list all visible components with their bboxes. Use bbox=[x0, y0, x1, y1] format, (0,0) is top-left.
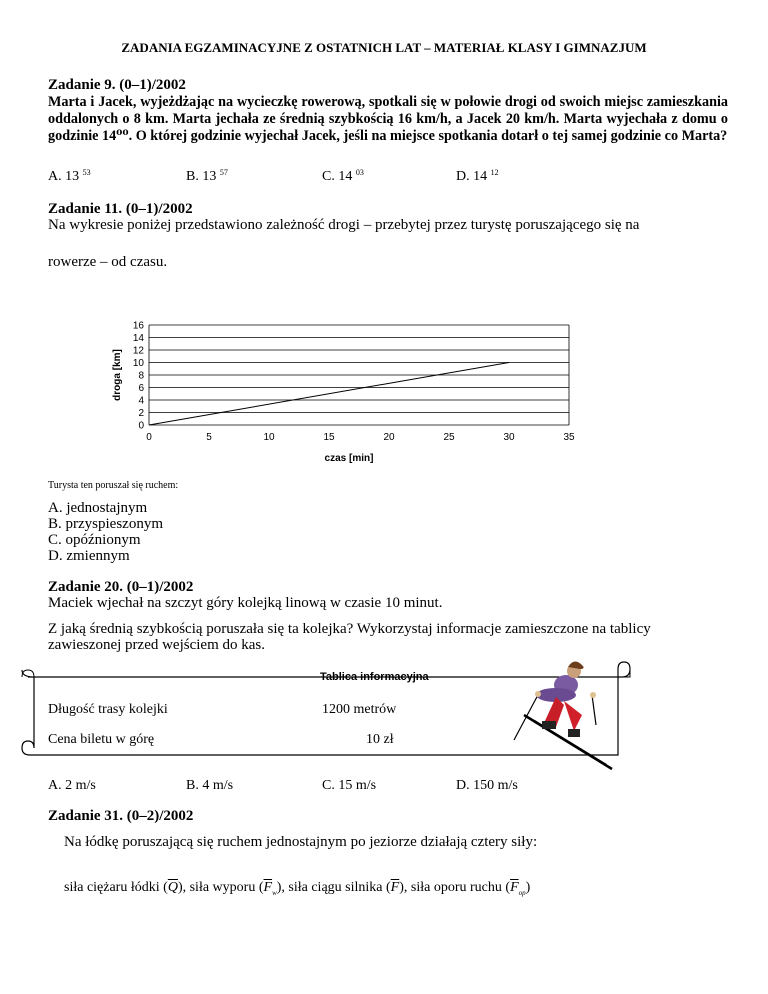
x-axis-label: czas [min] bbox=[324, 453, 374, 464]
y-tick-label: 6 bbox=[138, 383, 144, 394]
board-price-label: Cena biletu w górę bbox=[48, 732, 155, 747]
q11-option-c[interactable]: C. opóźnionym bbox=[48, 532, 141, 548]
x-tick-label: 35 bbox=[563, 432, 575, 443]
force-drag-label: , siła oporu ruchu bbox=[403, 880, 502, 895]
skier-illustration bbox=[494, 655, 619, 773]
board-length-label: Długość trasy kolejki bbox=[48, 702, 168, 717]
y-tick-label: 2 bbox=[138, 408, 144, 419]
x-tick-label: 15 bbox=[323, 432, 335, 443]
y-tick-label: 16 bbox=[132, 320, 144, 332]
q20-option-d[interactable]: D. 150 m/s bbox=[456, 778, 518, 793]
q11-option-b[interactable]: B. przyspieszonym bbox=[48, 516, 163, 532]
q20-line1: Maciek wjechał na szczyt góry kolejką linową w czasie 10 minut. bbox=[48, 595, 443, 611]
board-title: Tablica informacyjna bbox=[320, 671, 429, 683]
y-tick-label: 14 bbox=[132, 333, 144, 344]
q9-option-d[interactable]: D. 14 $^{12}$ bbox=[456, 168, 499, 184]
force-weight-label: siła ciężaru łódki bbox=[64, 880, 160, 895]
distance-time-chart bbox=[100, 300, 590, 475]
q9-option-b[interactable]: B. 13 $^{57}$ bbox=[186, 168, 228, 184]
force-drag-symbol: $\overline{F}$ bbox=[510, 880, 519, 895]
q20-line2: Z jaką średnią szybkością poruszała się ta kolejka? Wykorzystaj informacje zamieszczone na tablicy bbox=[48, 621, 651, 637]
series-line bbox=[149, 363, 509, 426]
q9-option-c[interactable]: C. 14 $^{03}$ bbox=[322, 168, 364, 184]
y-axis-label: droga [km] bbox=[112, 349, 123, 401]
q11-line2: rowerze – od czasu. bbox=[48, 254, 168, 270]
q31-line1: Na łódkę poruszającą się ruchem jednostajnym po jeziorze działają cztery siły: bbox=[64, 834, 538, 850]
q20-option-c[interactable]: C. 15 m/s bbox=[322, 778, 377, 793]
y-tick-label: 10 bbox=[132, 358, 144, 369]
x-tick-label: 0 bbox=[146, 432, 152, 443]
q9-title: Zadanie 9. (0–1)/2002 bbox=[48, 77, 186, 93]
x-tick-label: 10 bbox=[263, 432, 275, 443]
chart-grid bbox=[149, 325, 569, 425]
force-thrust-label: , siła ciągu silnika bbox=[281, 880, 383, 895]
y-tick-label: 12 bbox=[132, 345, 144, 357]
board-length-value: 1200 metrów bbox=[322, 702, 397, 717]
force-thrust-symbol: $\overline{F}$ bbox=[390, 880, 400, 895]
force-buoyancy-symbol: $\overline{F}$ bbox=[263, 880, 273, 895]
y-tick-label: 0 bbox=[138, 420, 144, 432]
q11-title: Zadanie 11. (0–1)/2002 bbox=[48, 201, 193, 217]
x-tick-label: 30 bbox=[503, 432, 515, 443]
q20-option-b[interactable]: B. 4 m/s bbox=[186, 778, 234, 793]
q20-title: Zadanie 20. (0–1)/2002 bbox=[48, 579, 194, 595]
chart-y-tick-labels bbox=[133, 321, 145, 432]
q11-option-d[interactable]: D. zmiennym bbox=[48, 548, 130, 564]
board-price-value: 10 zł bbox=[366, 732, 394, 747]
y-tick-label: 4 bbox=[138, 395, 144, 407]
q11-caption: Turysta ten poruszał się ruchem: bbox=[48, 480, 179, 491]
q20-line3: zawieszonej przed wejściem do kas. bbox=[48, 637, 265, 653]
chart-x-tick-labels bbox=[146, 432, 575, 443]
q9-text: Marta i Jacek, wyjeżdżając na wycieczkę rowerową, spotkali się w połowie drogi od swoich miejsc zamieszkania oddalonych o 8 km. Marta jechała ze średnią szybkością 16 km/h, a Jacek 20 km/h. Marta wyjechała z domu o godzinie 14⁰⁰. O której godzinie wyjechał Jacek, jeśli na miejsce spotkania dotarł o tej samej godzinie co Marta? bbox=[48, 94, 728, 144]
y-tick-label: 8 bbox=[138, 370, 144, 382]
force-weight-symbol: $\overline{Q}$ bbox=[167, 880, 178, 895]
force-buoyancy-label: , siła wyporu bbox=[182, 880, 256, 895]
x-tick-label: 5 bbox=[206, 432, 212, 443]
q11-line1: Na wykresie poniżej przedstawiono zależność drogi – przebytej przez turystę poruszającego się na bbox=[48, 217, 640, 233]
q9-option-a[interactable]: A. 13 $^{53}$ bbox=[48, 168, 91, 184]
q31-title: Zadanie 31. (0–2)/2002 bbox=[48, 808, 194, 824]
x-tick-label: 20 bbox=[383, 432, 395, 443]
q11-option-a[interactable]: A. jednostajnym bbox=[48, 500, 148, 516]
q31-forces-line: siła ciężaru łódki $(\overline{Q})$, siła wyporu $(\overline{F}_w)$, siła ciągu silnika $(\overline{F})$, siła oporu ruchu $(\overline{F}_{op})$ bbox=[64, 880, 531, 897]
x-tick-label: 25 bbox=[443, 432, 455, 443]
q20-option-a[interactable]: A. 2 m/s bbox=[48, 778, 96, 793]
page-header: ZADANIA EGZAMINACYJNE Z OSTATNICH LAT – MATERIAŁ KLASY I GIMNAZJUM bbox=[121, 40, 647, 55]
